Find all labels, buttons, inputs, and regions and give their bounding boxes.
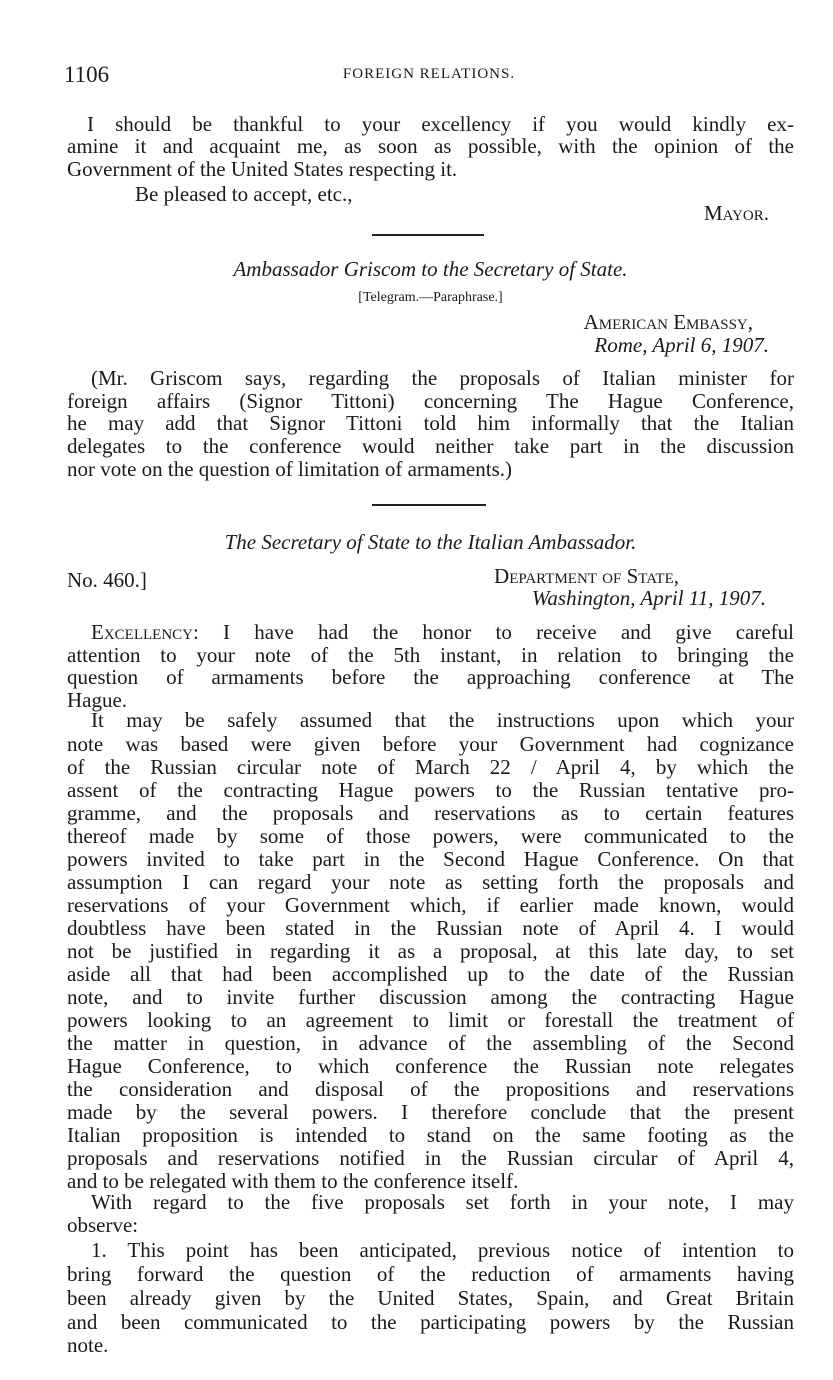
text-line: gramme, and the proposals and reservations as to certain features bbox=[67, 801, 794, 825]
text-line: the consideration and disposal of the propositions and reservations bbox=[67, 1077, 794, 1101]
letter-heading: The Secretary of State to the Italian Ambassador. bbox=[224, 530, 637, 554]
text-line: the matter in question, in advance of the assembling of the Second bbox=[67, 1031, 794, 1055]
text-line: question of armaments before the approaching conference at The bbox=[67, 665, 794, 689]
letter-number: No. 460.] bbox=[67, 568, 147, 592]
text-line: he may add that Signor Tittoni told him informally that the Italian bbox=[67, 411, 794, 435]
closing: Be pleased to accept, etc., bbox=[135, 182, 353, 206]
text-line: amine it and acquaint me, as soon as possible, with the opinion of the bbox=[67, 134, 794, 158]
text-line: Hague. bbox=[67, 688, 128, 712]
text-line: note. bbox=[67, 1333, 109, 1357]
salutation: Excellency: bbox=[91, 620, 199, 644]
text-span: I have had the honor to receive and give careful bbox=[223, 620, 794, 644]
text-line: and to be relegated with them to the conference itself. bbox=[67, 1169, 519, 1193]
telegram-note: [Telegram.—Paraphrase.] bbox=[358, 290, 503, 305]
text-line bbox=[67, 620, 794, 644]
text-line: note, and to invite further discussion among the contracting Hague bbox=[67, 985, 794, 1009]
page-number: 1106 bbox=[64, 62, 110, 87]
text-line: doubtless have been stated in the Russian note of April 4. I would bbox=[67, 916, 794, 940]
text-line: (Mr. Griscom says, regarding the proposals of Italian minister for bbox=[91, 366, 794, 390]
text-line: powers invited to take part in the Second Hague Conference. On that bbox=[67, 847, 794, 871]
letter-heading: Ambassador Griscom to the Secretary of State. bbox=[233, 257, 628, 281]
text-line: 1. This point has been anticipated, previous notice of intention to bbox=[91, 1238, 794, 1262]
text-line: Government of the United States respecting it. bbox=[67, 157, 458, 181]
text-line: bring forward the question of the reduction of armaments having bbox=[67, 1262, 794, 1286]
text-line: been already given by the United States, Spain, and Great Britain bbox=[67, 1286, 794, 1310]
text-line: attention to your note of the 5th instant, in relation to bringing the bbox=[67, 643, 794, 667]
text-line: proposals and reservations notified in the Russian circular of April 4, bbox=[67, 1146, 794, 1170]
text-line: powers looking to an agreement to limit or forestall the treatment of bbox=[67, 1008, 794, 1032]
text-line: foreign affairs (Signor Tittoni) concerning The Hague Conference, bbox=[67, 389, 794, 413]
text-line: delegates to the conference would neither take part in the discussion bbox=[67, 434, 794, 458]
text-line: observe: bbox=[67, 1213, 139, 1237]
address-line: Department of State, bbox=[494, 564, 679, 588]
signature: Mayor. bbox=[703, 201, 769, 225]
text-line: I should be thankful to your excellency if you would kindly ex- bbox=[87, 112, 794, 136]
date-line: Washington, April 11, 1907. bbox=[531, 586, 766, 610]
text-line: nor vote on the question of limitation of armaments.) bbox=[67, 457, 512, 481]
text-line: Italian proposition is intended to stand on the same footing as the bbox=[67, 1123, 794, 1147]
text-line: note was based were given before your Government had cognizance bbox=[67, 732, 794, 756]
text-line: reservations of your Government which, if earlier made known, would bbox=[67, 893, 794, 917]
text-line: Hague Conference, to which conference the Russian note relegates bbox=[67, 1054, 794, 1078]
text-line: With regard to the five proposals set forth in your note, I may bbox=[91, 1190, 794, 1214]
text-line: not be justified in regarding it as a proposal, at this late day, to set bbox=[67, 939, 794, 963]
text-line: thereof made by some of those powers, were communicated to the bbox=[67, 824, 794, 848]
text-line: assumption I can regard your note as setting forth the proposals and bbox=[67, 870, 794, 894]
page-header bbox=[64, 62, 794, 92]
divider bbox=[372, 234, 484, 236]
address-line: American Embassy, bbox=[583, 310, 753, 334]
text-line: aside all that had been accomplished up to the date of the Russian bbox=[67, 962, 794, 986]
text-line: assent of the contracting Hague powers to the Russian tentative pro- bbox=[67, 778, 794, 802]
text-line: and been communicated to the participating powers by the Russian bbox=[67, 1310, 794, 1334]
date-line: Rome, April 6, 1907. bbox=[594, 333, 769, 357]
text-line: It may be safely assumed that the instructions upon which your bbox=[91, 708, 794, 732]
text-line: made by the several powers. I therefore conclude that the present bbox=[67, 1100, 794, 1124]
text-line: of the Russian circular note of March 22 / April 4, by which the bbox=[67, 755, 794, 779]
running-head: FOREIGN RELATIONS. bbox=[342, 66, 516, 82]
divider bbox=[372, 504, 486, 506]
